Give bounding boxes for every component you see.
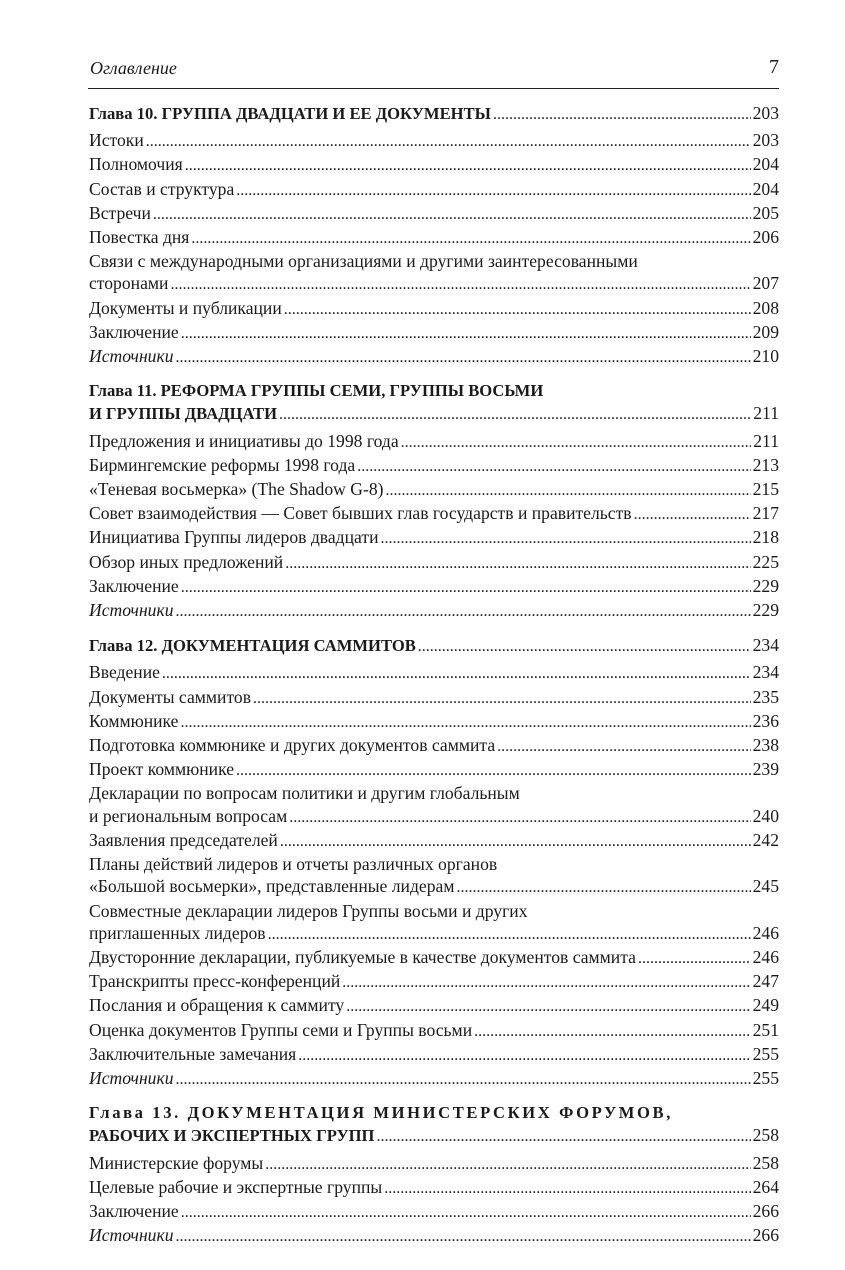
running-header	[88, 56, 779, 89]
toc-entry-sources: Источники ..... 266	[89, 1224, 779, 1248]
toc-entry: Инициатива Группы лидеров двадцати ..... 218	[89, 526, 779, 550]
toc-entry-sources: Источники ..... 210	[89, 345, 779, 369]
chapter-title: Глава 12. ДОКУМЕНТАЦИЯ САММИТОВ ..... 234	[89, 634, 779, 658]
toc-entry-first-line: Декларации по вопросам политики и другим глобальным	[89, 783, 520, 804]
toc-entry: Заключение ..... 209	[89, 321, 779, 345]
toc-entry: Подготовка коммюнике и других документов саммита ..... 238	[89, 734, 779, 758]
toc-entry: и региональным вопросам ..... 240	[89, 805, 779, 829]
toc-entry: «Теневая восьмерка» (The Shadow G-8) ..... 215	[89, 478, 779, 502]
toc-entry: Заключение ..... 266	[89, 1200, 779, 1224]
toc-entry-first-line: Планы действий лидеров и отчеты различных органов	[89, 854, 498, 875]
toc-entry: Оценка документов Группы семи и Группы восьми ..... 251	[89, 1019, 779, 1043]
chapter-11	[89, 380, 779, 623]
toc-entry: «Большой восьмерки», представленные лидерам ..... 245	[89, 875, 779, 899]
chapter-12	[89, 634, 779, 1091]
toc-entry: Двусторонние декларации, публикуемые в качестве документов саммита ..... 246	[89, 946, 779, 970]
chapter-title: РАБОЧИХ И ЭКСПЕРТНЫХ ГРУПП ..... 258	[89, 1124, 779, 1148]
toc-entry: Полномочия ..... 204	[89, 153, 779, 177]
toc-entry: Документы саммитов ..... 235	[89, 686, 779, 710]
toc-entry: Совет взаимодействия — Совет бывших глав государств и правительств ..... 217	[89, 502, 779, 526]
toc-entry-first-line: Совместные декларации лидеров Группы восьми и других	[89, 900, 528, 921]
toc-entry: Состав и структура ..... 204	[89, 178, 779, 202]
toc-entry: Заключительные замечания ..... 255	[89, 1043, 779, 1067]
toc-entry: Коммюнике ..... 236	[89, 710, 779, 734]
toc-entry-sources: Источники ..... 229	[89, 599, 779, 623]
toc-entry: Заключение ..... 229	[89, 575, 779, 599]
table-of-contents	[89, 102, 779, 1259]
toc-entry: Министерские форумы ..... 258	[89, 1152, 779, 1176]
chapter-title-first-line: Глава 11. РЕФОРМА ГРУППЫ СЕМИ, ГРУППЫ ВОСЬМИ	[89, 381, 544, 401]
toc-entry: приглашенных лидеров ..... 246	[89, 922, 779, 946]
header-page-number: 7	[769, 56, 779, 78]
toc-entry: Бирмингемские реформы 1998 года ..... 213	[89, 454, 779, 478]
toc-entry: Целевые рабочие и экспертные группы ..... 264	[89, 1176, 779, 1200]
chapter-title: Глава 10. ГРУППА ДВАДЦАТИ И ЕЕ ДОКУМЕНТЫ ..... 203	[89, 102, 779, 126]
toc-entry: сторонами ..... 207	[89, 272, 779, 296]
toc-entry: Предложения и инициативы до 1998 года ..... 211	[89, 430, 779, 454]
toc-entry: Обзор иных предложений ..... 225	[89, 551, 779, 575]
toc-entry: Заявления председателей ..... 242	[89, 829, 779, 853]
chapter-13	[89, 1102, 779, 1248]
toc-entry: Послания и обращения к саммиту ..... 249	[89, 994, 779, 1018]
toc-entry: Проект коммюнике ..... 239	[89, 758, 779, 782]
header-title: Оглавление	[90, 58, 177, 78]
toc-entry-first-line: Связи с международными организациями и другими заинтересованными	[89, 251, 638, 272]
toc-entry: Транскрипты пресс-конференций ..... 247	[89, 970, 779, 994]
toc-entry-sources: Источники ..... 255	[89, 1067, 779, 1091]
chapter-title: И ГРУППЫ ДВАДЦАТИ ..... 211	[89, 402, 779, 426]
chapter-title-first-line: Глава 13. ДОКУМЕНТАЦИЯ МИНИСТЕРСКИХ ФОРУМОВ,	[89, 1103, 673, 1123]
toc-entry: Документы и публикации ..... 208	[89, 297, 779, 321]
toc-entry: Истоки ..... 203	[89, 129, 779, 153]
toc-entry: Повестка дня ..... 206	[89, 226, 779, 250]
toc-entry: Введение ..... 234	[89, 661, 779, 685]
toc-entry: Встречи ..... 205	[89, 202, 779, 226]
chapter-10	[89, 102, 779, 369]
